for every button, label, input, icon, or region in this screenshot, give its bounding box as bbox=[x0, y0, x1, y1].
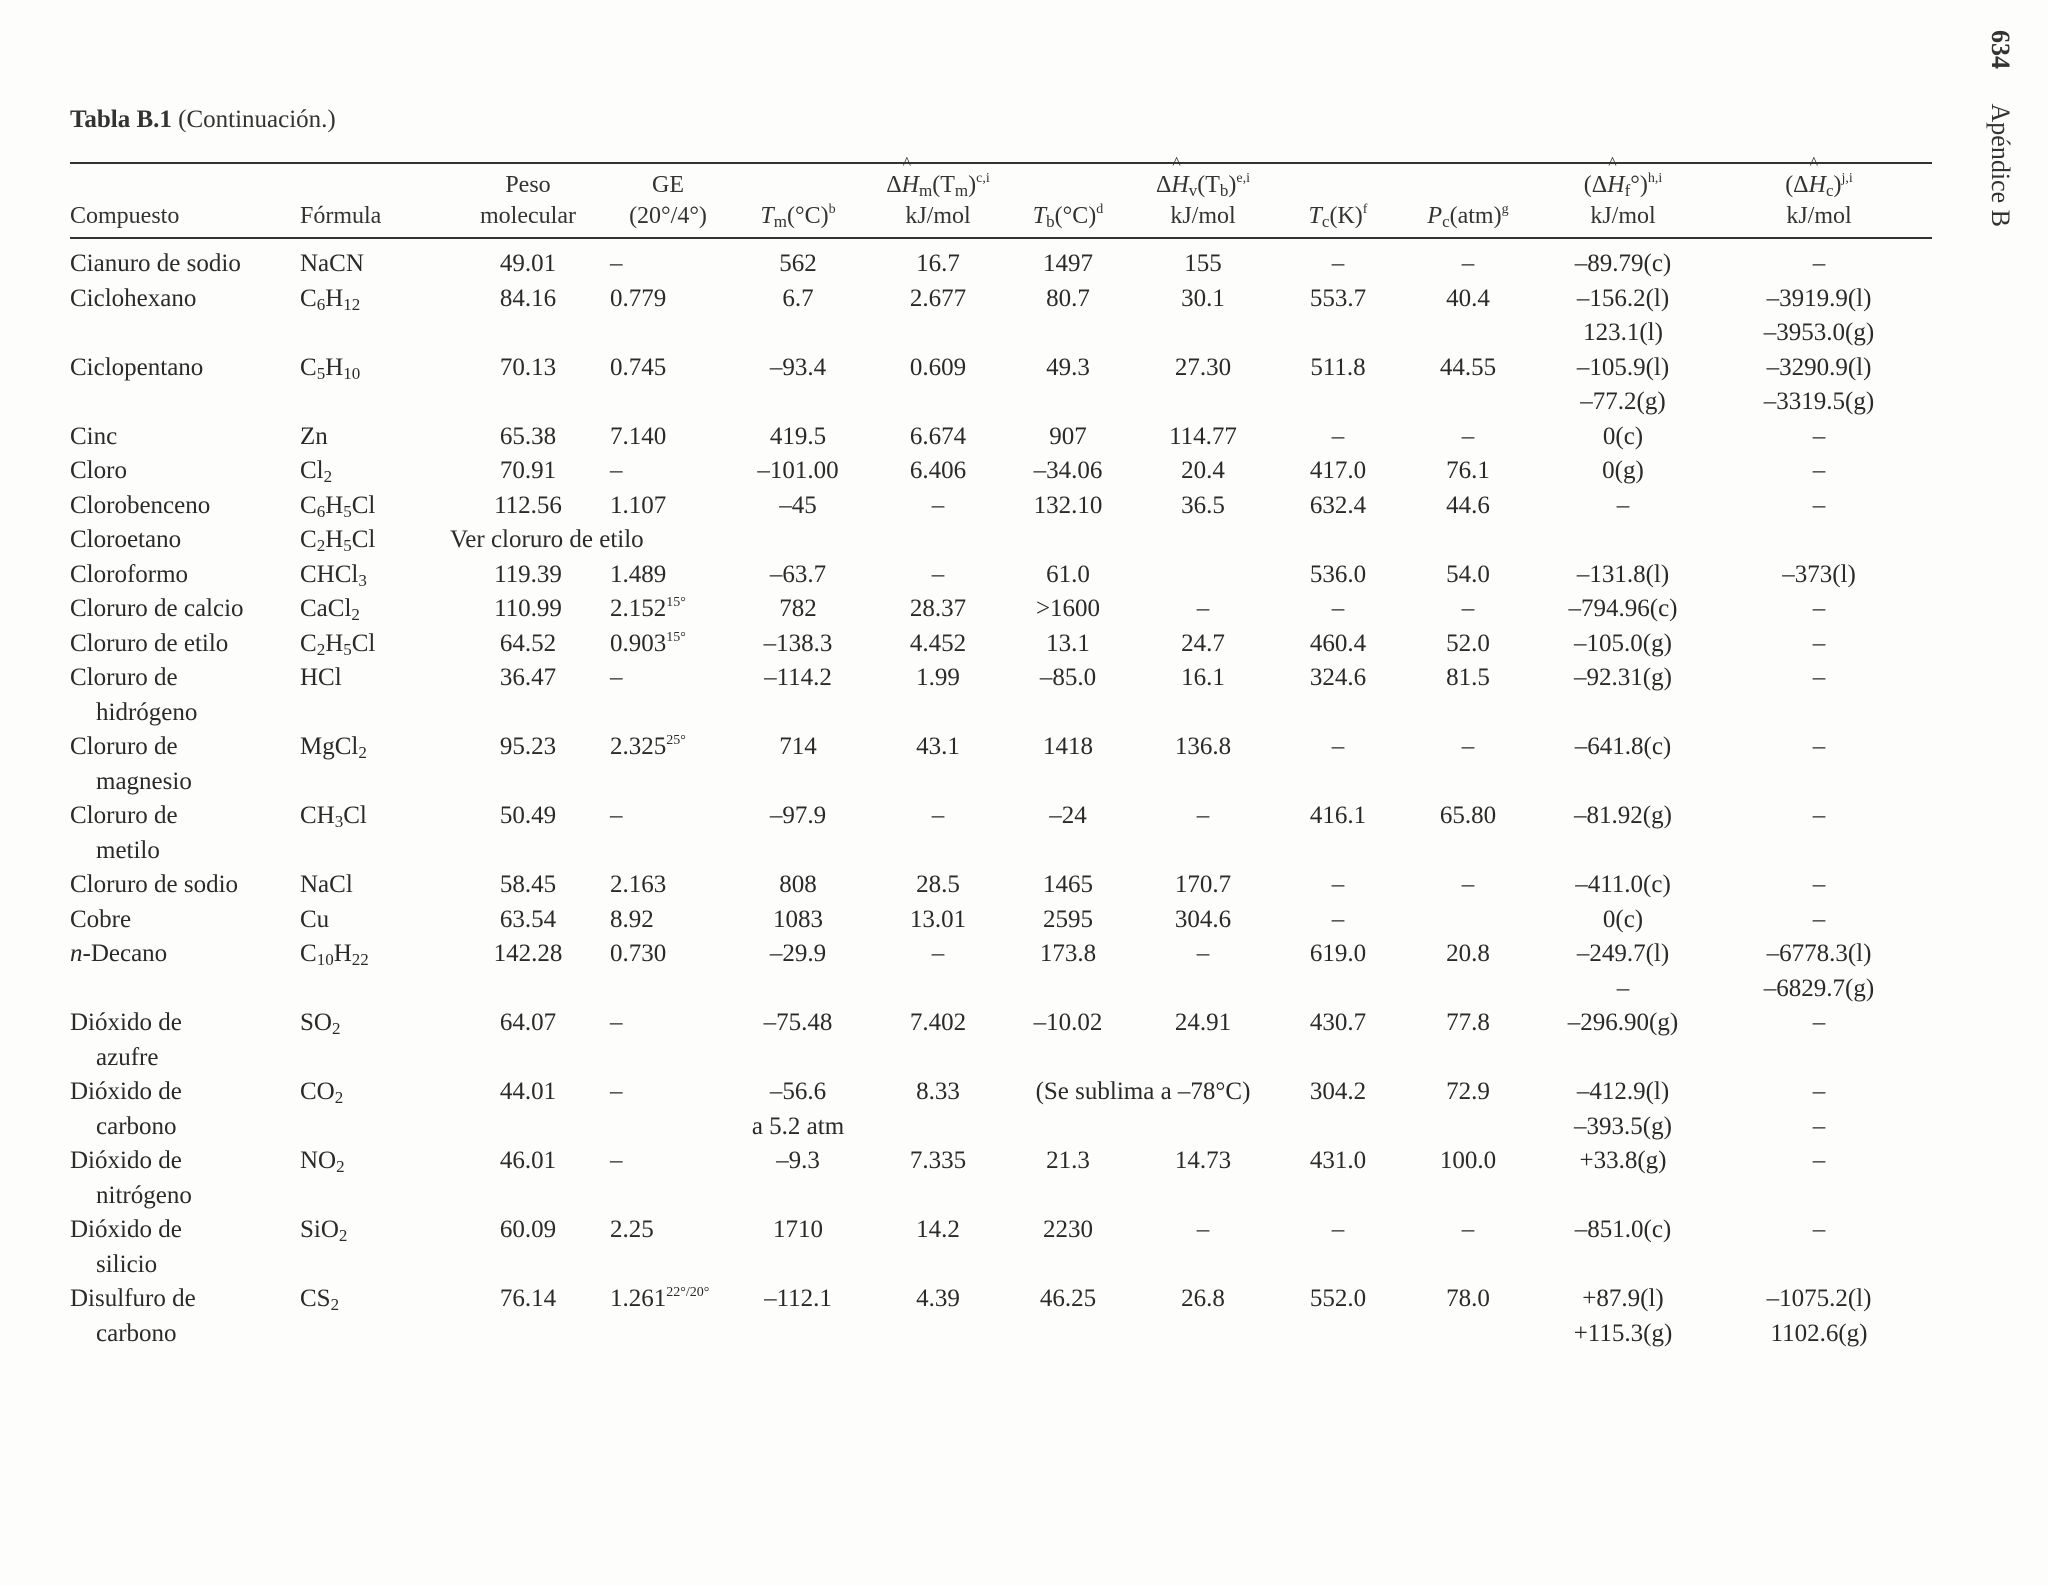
cell-compuesto: Cloroetano bbox=[70, 526, 182, 554]
cell-hf: –249.7(l) – bbox=[1576, 940, 1670, 1002]
cell-ge: $1.261^{22^\circ/20^\circ}$ bbox=[610, 1285, 710, 1313]
cell-ge: – bbox=[610, 664, 623, 692]
cell-tb: 132.10 bbox=[1033, 491, 1103, 519]
cell-ge: 0.745 bbox=[610, 353, 667, 381]
cell-hc: –3290.9(l) –3319.5(g) bbox=[1763, 353, 1875, 416]
cell-hc: – bbox=[1812, 457, 1826, 485]
cell-hf: –131.8(l) bbox=[1576, 560, 1670, 588]
cell-formula: $C_6H_{12}$ bbox=[300, 284, 361, 314]
cell-hv: 170.7 bbox=[1174, 871, 1232, 899]
caption-continuation: (Continuación.) bbox=[178, 106, 336, 133]
cell-formula: Zn bbox=[300, 422, 328, 450]
cell-pc: 65.80 bbox=[1439, 802, 1497, 830]
cell-ge: $2.325^{25^\circ}$ bbox=[610, 733, 686, 761]
table-row bbox=[70, 523, 1932, 558]
table-number: Tabla B.1 bbox=[70, 106, 172, 133]
cell-hm: 43.1 bbox=[916, 733, 960, 761]
cell-tb: 21.3 bbox=[1046, 1147, 1090, 1175]
cell-ge: – bbox=[610, 457, 623, 485]
cell-hc: – bbox=[1812, 1147, 1826, 1175]
col-tm: $T_m(^\circ C)^b$ bbox=[730, 164, 870, 238]
cell-formula: HCl bbox=[300, 664, 342, 692]
cell-tm: –101.00 bbox=[757, 457, 839, 485]
cell-pc: 40.4 bbox=[1446, 284, 1490, 312]
cell-tc: 417.0 bbox=[1309, 457, 1367, 485]
cell-tb-note: (Se sublima a –78°C) bbox=[1035, 1078, 1251, 1106]
cell-compuesto: Cloroformo bbox=[70, 560, 189, 588]
cell-tc: 552.0 bbox=[1309, 1285, 1367, 1313]
cell-tc: 431.0 bbox=[1309, 1147, 1367, 1175]
table-row bbox=[70, 1213, 1932, 1282]
cell-ge: – bbox=[610, 1009, 623, 1037]
cell-hm: 8.33 bbox=[916, 1078, 960, 1106]
cell-hm: 4.39 bbox=[916, 1285, 960, 1313]
table-row bbox=[70, 454, 1932, 489]
col-formula: Fórmula bbox=[300, 164, 450, 238]
cell-tc: – bbox=[1331, 250, 1345, 278]
cell-hf: 0(c) bbox=[1602, 905, 1644, 933]
cell-peso-molecular: 36.47 bbox=[499, 664, 557, 692]
col-hv: Δ^ $H_v(T_b)^{e,i}$ kJ/mol bbox=[1130, 164, 1280, 238]
cell-compuesto: Ciclopentano bbox=[70, 353, 204, 381]
cell-compuesto: Cloruro de etilo bbox=[70, 629, 229, 657]
cell-tm: –45 bbox=[779, 491, 817, 519]
cell-compuesto: Cianuro de sodio bbox=[70, 250, 241, 278]
cell-hm: 28.37 bbox=[909, 595, 967, 623]
col-tb: $T_b(^\circ C)^d$ bbox=[1010, 164, 1130, 238]
table-row bbox=[70, 558, 1932, 593]
cell-peso-molecular: 119.39 bbox=[494, 560, 562, 588]
cell-pc: 54.0 bbox=[1446, 560, 1490, 588]
cell-hc: –1075.2(l) 1102.6(g) bbox=[1766, 1285, 1872, 1347]
cell-hv: 24.91 bbox=[1174, 1009, 1232, 1037]
cell-hv: 30.1 bbox=[1181, 284, 1225, 312]
cell-hm: 0.609 bbox=[909, 353, 967, 381]
cell-hf: +87.9(l) +115.3(g) bbox=[1573, 1285, 1673, 1347]
cell-hf: –89.79(c) bbox=[1574, 250, 1672, 278]
col-peso: Peso molecular bbox=[450, 164, 610, 238]
cell-tb: 61.0 bbox=[1046, 560, 1090, 588]
cell-tb: 13.1 bbox=[1046, 629, 1090, 657]
table-row bbox=[70, 1075, 1932, 1144]
cell-peso-molecular: 70.13 bbox=[499, 353, 557, 381]
cell-hm: – bbox=[931, 940, 945, 968]
cell-hm: 16.7 bbox=[916, 250, 960, 278]
cell-tb: >1600 bbox=[1035, 595, 1101, 623]
cell-ge: 0.779 bbox=[610, 284, 667, 312]
cell-formula: $CO_2$ bbox=[300, 1078, 344, 1108]
cell-hv: 114.77 bbox=[1169, 422, 1237, 450]
cell-tm: 808 bbox=[779, 871, 817, 899]
cell-formula: NaCl bbox=[300, 871, 353, 899]
cell-tm: –75.48 bbox=[763, 1009, 833, 1037]
cell-hv: 304.6 bbox=[1174, 905, 1232, 933]
table-row bbox=[70, 282, 1932, 351]
cell-pc: 78.0 bbox=[1446, 1285, 1490, 1313]
cell-hm: 6.406 bbox=[909, 457, 967, 485]
cell-compuesto: Cloruro de sodio bbox=[70, 871, 239, 899]
cell-hc: – bbox=[1812, 629, 1826, 657]
cell-tc: 536.0 bbox=[1309, 560, 1367, 588]
cell-tm: –138.3 bbox=[763, 629, 833, 657]
cell-tc: 632.4 bbox=[1309, 491, 1367, 519]
cell-peso-molecular: 46.01 bbox=[499, 1147, 557, 1175]
cell-compuesto: Ciclohexano bbox=[70, 284, 197, 312]
table-row bbox=[70, 1144, 1932, 1213]
cell-pc: 77.8 bbox=[1446, 1009, 1490, 1037]
cell-compuesto: Disulfuro de carbono bbox=[70, 1285, 196, 1347]
cell-hv: 136.8 bbox=[1174, 733, 1232, 761]
cell-hv: 16.1 bbox=[1181, 664, 1225, 692]
cell-tb: –10.02 bbox=[1033, 1009, 1103, 1037]
cell-compuesto: Cinc bbox=[70, 422, 118, 450]
cell-hf: –105.9(l) –77.2(g) bbox=[1576, 353, 1670, 416]
cell-peso-molecular: 60.09 bbox=[499, 1216, 557, 1244]
cell-formula: $SO_2$ bbox=[300, 1009, 341, 1039]
cell-hc: – bbox=[1812, 491, 1826, 519]
cell-tc: 460.4 bbox=[1309, 629, 1367, 657]
cell-formula: $Cl_2$ bbox=[300, 457, 333, 487]
cell-ge: – bbox=[610, 250, 623, 278]
cell-hf: –641.8(c) bbox=[1574, 733, 1672, 761]
cell-tm: –29.9 bbox=[769, 940, 827, 968]
cell-pc: 20.8 bbox=[1446, 940, 1490, 968]
cell-pc: – bbox=[1461, 595, 1475, 623]
cell-hc: – bbox=[1812, 802, 1826, 830]
cell-peso-molecular: 44.01 bbox=[499, 1078, 557, 1106]
cell-ge: 2.163 bbox=[610, 871, 667, 899]
cell-hc: – bbox=[1812, 422, 1826, 450]
cell-tm: –114.2 bbox=[764, 664, 832, 692]
cell-hc: –3919.9(l) –3953.0(g) bbox=[1763, 284, 1875, 347]
table-row bbox=[70, 627, 1932, 662]
cell-tm: –112.1 bbox=[764, 1285, 832, 1313]
table-body bbox=[70, 238, 1932, 1351]
table-row bbox=[70, 1006, 1932, 1075]
cell-peso-molecular: 84.16 bbox=[499, 284, 557, 312]
cell-hf: –92.31(g) bbox=[1574, 664, 1672, 692]
cell-tc: – bbox=[1331, 905, 1345, 933]
cell-hc: – – bbox=[1812, 1078, 1826, 1140]
col-pc: $P_c(atm)^g$ bbox=[1400, 164, 1540, 238]
cell-tb: 46.25 bbox=[1039, 1285, 1097, 1313]
cell-hc: – bbox=[1812, 1009, 1826, 1037]
cell-hc: – bbox=[1812, 595, 1826, 623]
cell-tc: 619.0 bbox=[1309, 940, 1367, 968]
cell-hc: –373(l) bbox=[1782, 560, 1856, 588]
cell-ge: 1.107 bbox=[610, 491, 667, 519]
cell-ge: 7.140 bbox=[610, 422, 667, 450]
cell-hv: – bbox=[1196, 802, 1210, 830]
cell-hm: 6.674 bbox=[909, 422, 967, 450]
cell-compuesto: Dióxido de azufre bbox=[70, 1009, 182, 1071]
table-row bbox=[70, 868, 1932, 903]
cell-hv bbox=[1130, 558, 1280, 593]
cell-hc: – bbox=[1812, 905, 1826, 933]
col-ge: GE (20°/4°) bbox=[610, 164, 730, 238]
cell-tm: –93.4 bbox=[769, 353, 827, 381]
appendix-title: Apéndice B bbox=[1986, 103, 2015, 227]
cell-compuesto: Cloruro de calcio bbox=[70, 595, 244, 623]
cell-formula: $CH_3Cl$ bbox=[300, 802, 367, 832]
cell-hv: 155 bbox=[1184, 250, 1222, 278]
cell-ge: 0.730 bbox=[610, 940, 667, 968]
cell-hc: – bbox=[1812, 1216, 1826, 1244]
cell-hv: – bbox=[1196, 1216, 1210, 1244]
cell-tb: 907 bbox=[1049, 422, 1087, 450]
cell-hf: 0(g) bbox=[1602, 457, 1644, 485]
cell-compuesto: Clorobenceno bbox=[70, 491, 211, 519]
cell-hc: – bbox=[1812, 664, 1826, 692]
cell-tb: –24 bbox=[1049, 802, 1087, 830]
cell-tc: 324.6 bbox=[1309, 664, 1367, 692]
cell-pc: 100.0 bbox=[1439, 1147, 1497, 1175]
page-number: 634 bbox=[1986, 30, 2015, 69]
cell-tc: 416.1 bbox=[1309, 802, 1367, 830]
cell-peso-molecular: 65.38 bbox=[499, 422, 557, 450]
cell-peso-molecular: 63.54 bbox=[499, 905, 557, 933]
page-header-side bbox=[1985, 30, 2015, 227]
cell-tb: –85.0 bbox=[1039, 664, 1097, 692]
cell-formula: $NO_2$ bbox=[300, 1147, 345, 1177]
cell-hf: –296.90(g) bbox=[1567, 1009, 1679, 1037]
table-row bbox=[70, 661, 1932, 730]
cell-formula: $C_{10}H_{22}$ bbox=[300, 940, 369, 970]
cell-hf: +33.8(g) bbox=[1579, 1147, 1667, 1175]
cell-hf: –105.0(g) bbox=[1574, 629, 1672, 657]
cell-ge: 1.489 bbox=[610, 560, 667, 588]
properties-table bbox=[70, 162, 1932, 1351]
table-row bbox=[70, 799, 1932, 868]
cell-tc: – bbox=[1331, 422, 1345, 450]
col-hm: Δ^ $H_m(T_m)^{c,i}$ kJ/mol bbox=[870, 164, 1010, 238]
cell-tm: 714 bbox=[779, 733, 817, 761]
cell-hv: 27.30 bbox=[1174, 353, 1232, 381]
col-tc: $T_c(K)^f$ bbox=[1280, 164, 1400, 238]
cell-compuesto: n-Decano bbox=[70, 940, 168, 968]
table-row bbox=[70, 1282, 1932, 1351]
cell-formula: $C_5H_{10}$ bbox=[300, 353, 361, 383]
table-row bbox=[70, 592, 1932, 627]
cell-compuesto: Dióxido de silicio bbox=[70, 1216, 182, 1278]
table-row bbox=[70, 730, 1932, 799]
cell-hm: 1.99 bbox=[916, 664, 960, 692]
cell-hf: –794.96(c) bbox=[1568, 595, 1678, 623]
cell-hc: – bbox=[1812, 871, 1826, 899]
cell-hf: –411.0(c) bbox=[1575, 871, 1671, 899]
cell-hv: 14.73 bbox=[1174, 1147, 1232, 1175]
cell-note: Ver cloruro de etilo bbox=[450, 526, 644, 554]
cell-ge: – bbox=[610, 802, 623, 830]
cell-peso-molecular: 110.99 bbox=[494, 595, 562, 623]
cell-pc: 52.0 bbox=[1446, 629, 1490, 657]
cell-pc: – bbox=[1461, 733, 1475, 761]
cell-hv: – bbox=[1196, 595, 1210, 623]
cell-formula: $C_6H_5Cl$ bbox=[300, 491, 376, 521]
cell-compuesto: Cobre bbox=[70, 905, 132, 933]
cell-peso-molecular: 64.07 bbox=[499, 1009, 557, 1037]
cell-compuesto: Cloruro de hidrógeno bbox=[70, 664, 198, 726]
cell-tb: 1418 bbox=[1043, 733, 1093, 761]
cell-tm: 6.7 bbox=[782, 284, 814, 312]
cell-tb: 49.3 bbox=[1046, 353, 1090, 381]
cell-tm: 562 bbox=[779, 250, 817, 278]
cell-hm: 14.2 bbox=[916, 1216, 960, 1244]
cell-compuesto: Cloruro de metilo bbox=[70, 802, 178, 864]
cell-compuesto: Dióxido de carbono bbox=[70, 1078, 182, 1140]
cell-peso-molecular: 58.45 bbox=[499, 871, 557, 899]
cell-tc: – bbox=[1331, 733, 1345, 761]
cell-pc: 72.9 bbox=[1446, 1078, 1490, 1106]
cell-pc: 76.1 bbox=[1446, 457, 1490, 485]
cell-peso-molecular: 95.23 bbox=[499, 733, 557, 761]
cell-hf: 0(c) bbox=[1602, 422, 1644, 450]
cell-hf: –412.9(l) –393.5(g) bbox=[1574, 1078, 1672, 1140]
cell-tb: 80.7 bbox=[1046, 284, 1090, 312]
cell-pc: – bbox=[1461, 1216, 1475, 1244]
cell-tc: 430.7 bbox=[1309, 1009, 1367, 1037]
cell-formula: MgCl$_2$ bbox=[300, 733, 367, 763]
cell-tc: – bbox=[1331, 1216, 1345, 1244]
cell-tm: 782 bbox=[779, 595, 817, 623]
cell-ge: $2.152^{15^\circ}$ bbox=[610, 595, 686, 623]
cell-hc: – bbox=[1812, 733, 1826, 761]
cell-hf: –851.0(c) bbox=[1574, 1216, 1672, 1244]
cell-ge: – bbox=[610, 1147, 623, 1175]
col-compuesto: Compuesto bbox=[70, 164, 300, 238]
cell-tb: 2230 bbox=[1043, 1216, 1093, 1244]
cell-formula: CaCl$_2$ bbox=[300, 595, 360, 625]
cell-formula: $CS_2$ bbox=[300, 1285, 340, 1315]
cell-pc: 44.55 bbox=[1439, 353, 1497, 381]
cell-formula: $C_2H_5Cl$ bbox=[300, 526, 376, 556]
cell-compuesto: Dióxido de nitrógeno bbox=[70, 1147, 192, 1209]
cell-peso-molecular: 142.28 bbox=[493, 940, 563, 968]
cell-tc: 511.8 bbox=[1310, 353, 1366, 381]
cell-tc: – bbox=[1331, 595, 1345, 623]
cell-hv: 20.4 bbox=[1181, 457, 1225, 485]
cell-tc: – bbox=[1331, 871, 1345, 899]
cell-formula: SiO$_2$ bbox=[300, 1216, 348, 1246]
cell-pc: 81.5 bbox=[1446, 664, 1490, 692]
cell-peso-molecular: 64.52 bbox=[499, 629, 557, 657]
cell-compuesto: Cloro bbox=[70, 457, 127, 485]
cell-formula: CHCl$_3$ bbox=[300, 560, 367, 590]
cell-hm: – bbox=[931, 802, 945, 830]
cell-hf: – bbox=[1616, 491, 1630, 519]
cell-formula: Cu bbox=[300, 905, 330, 933]
cell-hm: – bbox=[931, 560, 945, 588]
cell-tm: 1083 bbox=[773, 905, 823, 933]
cell-hf: –156.2(l) 123.1(l) bbox=[1576, 284, 1670, 347]
cell-hm: 4.452 bbox=[909, 629, 967, 657]
cell-hv: 36.5 bbox=[1181, 491, 1225, 519]
cell-pc: – bbox=[1461, 871, 1475, 899]
table-row bbox=[70, 489, 1932, 524]
cell-peso-molecular: 112.56 bbox=[494, 491, 562, 519]
cell-tc: 304.2 bbox=[1309, 1078, 1367, 1106]
cell-tb: 173.8 bbox=[1039, 940, 1097, 968]
cell-tm: 419.5 bbox=[769, 422, 827, 450]
col-hc: (Δ^ $H_c)^{j,i}$ kJ/mol bbox=[1710, 164, 1932, 238]
cell-ge: 2.25 bbox=[610, 1216, 654, 1244]
table-row bbox=[70, 937, 1932, 1006]
cell-peso-molecular: 70.91 bbox=[499, 457, 557, 485]
cell-hv: – bbox=[1196, 940, 1210, 968]
table-row bbox=[70, 238, 1932, 282]
cell-pc bbox=[1400, 903, 1540, 938]
cell-pc: – bbox=[1461, 250, 1475, 278]
cell-hf: –81.92(g) bbox=[1574, 802, 1672, 830]
cell-ge: – bbox=[610, 1078, 623, 1106]
cell-peso-molecular: 76.14 bbox=[499, 1285, 557, 1313]
header-row bbox=[70, 164, 1932, 238]
cell-tb: 2595 bbox=[1043, 905, 1093, 933]
col-hf: (Δ^ $H_f^\circ)^{h,i}$ kJ/mol bbox=[1540, 164, 1710, 238]
cell-hm: 13.01 bbox=[909, 905, 967, 933]
cell-tb: 1497 bbox=[1043, 250, 1093, 278]
table-caption bbox=[70, 106, 336, 134]
cell-hm: 7.402 bbox=[909, 1009, 967, 1037]
cell-peso-molecular: 49.01 bbox=[499, 250, 557, 278]
cell-hm: – bbox=[931, 491, 945, 519]
cell-formula: $C_2H_5Cl$ bbox=[300, 629, 376, 659]
cell-hc: – bbox=[1812, 250, 1826, 278]
cell-hm: 7.335 bbox=[909, 1147, 967, 1175]
cell-hm: 28.5 bbox=[916, 871, 960, 899]
cell-tm: –63.7 bbox=[769, 560, 827, 588]
cell-ge: 8.92 bbox=[610, 905, 654, 933]
cell-compuesto: Cloruro de magnesio bbox=[70, 733, 192, 795]
cell-pc: 44.6 bbox=[1446, 491, 1490, 519]
cell-tm: –97.9 bbox=[769, 802, 827, 830]
cell-tm: –56.6 a 5.2 atm bbox=[751, 1078, 845, 1140]
cell-pc: – bbox=[1461, 422, 1475, 450]
cell-tb: –34.06 bbox=[1033, 457, 1103, 485]
cell-hc: –6778.3(l) –6829.7(g) bbox=[1763, 940, 1875, 1002]
cell-peso-molecular: 50.49 bbox=[499, 802, 557, 830]
table-row bbox=[70, 903, 1932, 938]
cell-tc: 553.7 bbox=[1309, 284, 1367, 312]
cell-tm: –9.3 bbox=[776, 1147, 820, 1175]
cell-tm: 1710 bbox=[773, 1216, 823, 1244]
cell-hm: 2.677 bbox=[909, 284, 967, 312]
cell-hv: 24.7 bbox=[1181, 629, 1225, 657]
cell-hv: 26.8 bbox=[1181, 1285, 1225, 1313]
table-row bbox=[70, 420, 1932, 455]
cell-ge: $0.903^{15^\circ}$ bbox=[610, 629, 686, 657]
cell-tb: 1465 bbox=[1043, 871, 1093, 899]
cell-formula: NaCN bbox=[300, 250, 364, 278]
table-row bbox=[70, 351, 1932, 420]
